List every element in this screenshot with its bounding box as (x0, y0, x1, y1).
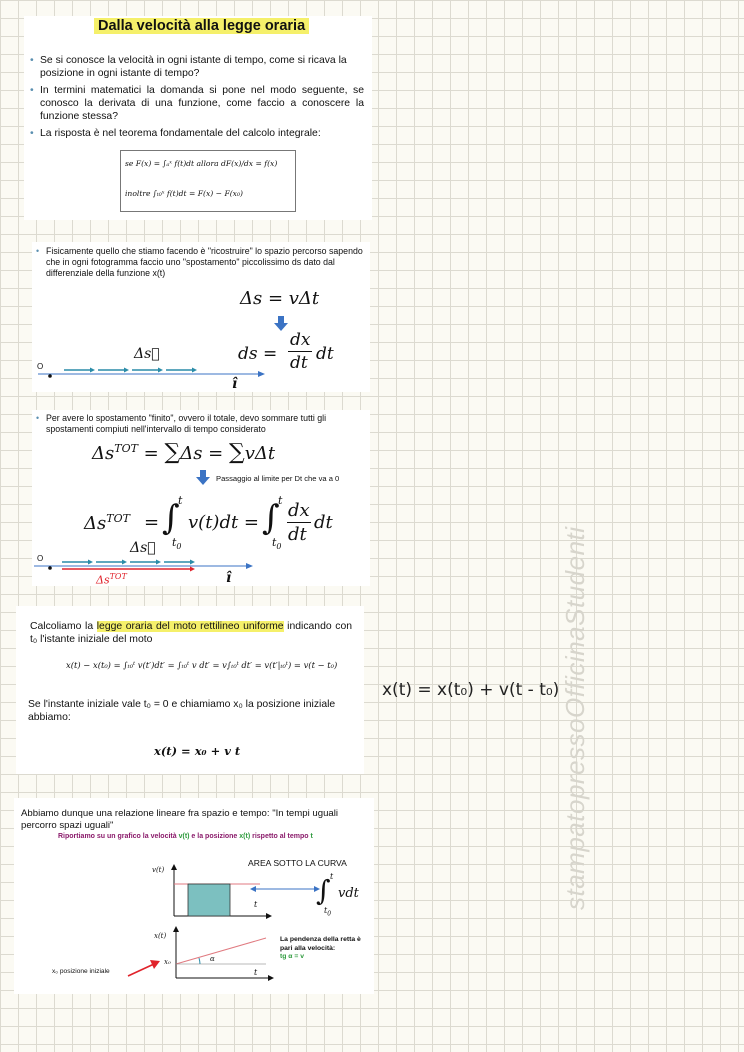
eq-part: ds = (238, 344, 278, 364)
bullet-text: • La risposta è nel teorema fondamentale del calcolo integrale: (30, 127, 364, 140)
displacement-diagram (32, 356, 370, 396)
equation: x(t) − x(t₀) = ∫ₜ₀ᵗ v(t′)dt′ = ∫ₜ₀ᵗ v dt′ = v∫ₜ₀ᵗ dt′ = v(t′|ₜ₀ᵗ) = v(t − t₀) (66, 660, 338, 670)
origin-label: O (37, 362, 44, 371)
graph-subtitle (58, 833, 313, 840)
text-fragment: e la posizione (189, 833, 240, 840)
eq-den: dt (290, 353, 308, 373)
bullet-text: • In termini matematici la domanda si pone nel modo seguente, se conosco la derivata di una funzione, come faccio a conoscere la funzione stessa? (30, 84, 364, 123)
slope-note (280, 936, 366, 962)
x0-axis-label: x₀ (164, 958, 171, 966)
text-fragment: rispetto al tempo (250, 833, 311, 840)
text-fragment: t (310, 833, 313, 840)
red-pointer-arrow (126, 958, 160, 978)
alpha-label: α (210, 955, 215, 963)
equation: $\Delta s^{TOT} = \sum\Delta s = \sum v\Delta t$ (92, 440, 276, 465)
text-fragment: indicando con t₀ l'istante iniziale del moto (30, 621, 353, 645)
paragraph-text (30, 620, 352, 646)
eq-part: dt (316, 344, 334, 364)
slide-card-4 (16, 606, 364, 774)
x0-note: x₀ posizione iniziale (52, 968, 110, 975)
t-axis-label: t (254, 968, 258, 977)
paragraph-text: Se l'instante iniziale vale t₀ = 0 e chiamiamo x₀ la posizione iniziale abbiamo: (28, 699, 336, 723)
slide-card-5 (14, 798, 374, 994)
text-fragment: Riportiamo su un grafico la velocità (58, 833, 179, 840)
paragraph-text: • Fisicamente quello che stiamo facendo è "ricostruire" lo spazio percorso sapendo che in ogni fotogramma faccio uno "spostamento" piccolissimo ds dato dal differenziale della funzione x(t) (36, 246, 366, 279)
t-axis-label: t (254, 900, 258, 909)
formula-line: inoltre ∫ₜ₀ˣ f(t)dt = F(x) − F(x₀) (125, 189, 243, 198)
eq-num: dx (290, 330, 311, 350)
bullet-text: • Se si conosce la velocità in ogni istante di tempo, come si ricava la posizione in ogni istante di tempo? (30, 54, 364, 80)
limit-note: Passaggio al limite per Dt che va a 0 (216, 474, 340, 483)
double-arrow-icon (250, 884, 320, 894)
text-fragment: v(t) (178, 833, 190, 840)
velocity-graph (164, 864, 274, 924)
watermark: stampatopressoOfficinaStudenti (560, 526, 590, 910)
paragraph-text: • Per avere lo spostamento "finito", ovvero il totale, devo sommare tutti gli spostamenti compiuti nell'intervallo di tempo considerato (36, 413, 366, 435)
text-fragment: Calcoliamo la (30, 621, 94, 632)
formula-box (120, 150, 296, 212)
origin-label: O (37, 554, 44, 563)
slide-card-3: • Per avere lo spostamento "finito", ovvero il totale, devo sommare tutti gli spostamenti compiuti nell'intervallo di tempo considerato $\Delta s^{TOT} = \sum\Delta s = \sum v\Delta t$ Passaggio al limite per Dt che va a 0 $\Delta s^{TOT}$ = ∫ t $t_0$ v(t)dt = ∫ t $t_0$ dx dt dt O Δs⃗ $\Delta s^{TOT}$ î (32, 410, 370, 586)
slide-title: Dalla velocità alla legge oraria (94, 18, 309, 34)
slope-text: La pendenza della retta è pari alla velocità: (280, 936, 361, 952)
slide-card-2 (32, 242, 370, 392)
down-arrow-icon (196, 470, 210, 486)
vector-label: Δs⃗ (130, 540, 156, 556)
slide-card-1 (24, 16, 372, 220)
xt-axis-label: x(t) (154, 932, 167, 940)
down-arrow-icon (274, 316, 288, 332)
vt-axis-label: v(t) (152, 866, 165, 874)
slope-equation: tg α = v (280, 953, 305, 960)
equation: Δs = vΔt (240, 288, 320, 309)
area-label: AREA SOTTO LA CURVA (248, 858, 347, 868)
position-graph (166, 926, 276, 982)
total-label: $\Delta s^{TOT}$ (96, 572, 127, 587)
formula-line: se F(x) = ∫ₐˣ f(t)dt allora dF(x)/dx = f(x) (125, 159, 278, 168)
vector-label: Δs⃗ (134, 346, 160, 362)
displacement-diagram (32, 550, 370, 590)
paragraph-text: Abbiamo dunque una relazione lineare fra spazio e tempo: "In tempi uguali percorro spazi uguali" (21, 808, 339, 831)
final-equation: x(t) = x₀ + v t (154, 744, 241, 758)
axis-unit-label: î (232, 376, 238, 392)
handwritten-note: x(t) = x(t₀) + v(t - t₀) (382, 680, 560, 700)
axis-unit-label: î (226, 570, 232, 586)
highlighted-text: legge oraria del moto rettilineo uniforme (96, 621, 284, 632)
area-integral: ∫ t $t_0$ vdt (316, 872, 359, 918)
text-fragment: x(t) (239, 833, 251, 840)
